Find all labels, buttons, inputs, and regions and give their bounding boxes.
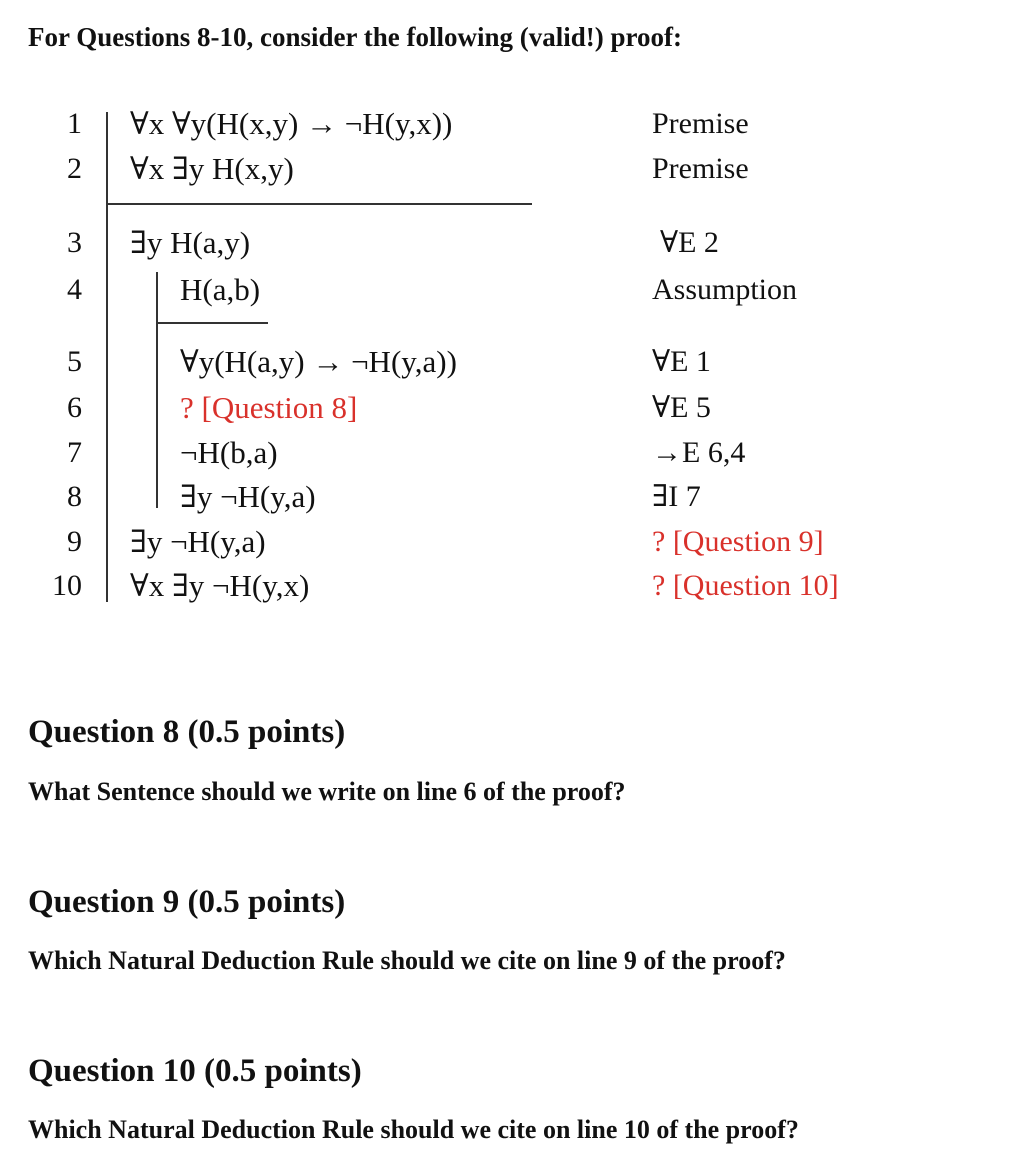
formula: ∀x ∀y(H(x,y) → ¬H(y,x)) [130, 106, 453, 141]
line-number: 2 [67, 152, 82, 185]
formula: ∃y ¬H(y,a) [130, 524, 266, 559]
line-number: 3 [67, 226, 82, 259]
question-10-text: Which Natural Deduction Rule should we cite on line 10 of the proof? [28, 1115, 799, 1144]
main-scope-bar [106, 112, 108, 602]
justification: ∀E 5 [652, 391, 711, 424]
justification: ∃I 7 [652, 480, 701, 513]
premise-separator [106, 203, 532, 205]
line-number: 10 [52, 569, 82, 602]
line-number: 7 [67, 436, 82, 469]
line-number: 5 [67, 345, 82, 378]
line-number: 1 [67, 107, 82, 140]
formula: ¬H(b,a) [180, 435, 278, 470]
justification: ∀E 2 [660, 226, 719, 259]
question-9-placeholder: ? [Question 9] [652, 525, 824, 558]
line-number: 9 [67, 525, 82, 558]
question-9-heading: Question 9 (0.5 points) [28, 884, 346, 920]
line-number: 8 [67, 480, 82, 513]
formula: ∀x ∃y H(x,y) [130, 151, 294, 186]
question-10-placeholder: ? [Question 10] [652, 569, 839, 602]
assumption-separator [156, 322, 268, 324]
formula: ∃y H(a,y) [130, 225, 251, 260]
intro-heading: For Questions 8-10, consider the following (valid!) proof: [28, 22, 682, 52]
subproof-scope-bar [156, 272, 158, 508]
justification: ∀E 1 [652, 345, 711, 378]
question-8-placeholder: ? [Question 8] [180, 390, 358, 425]
formula: H(a,b) [180, 272, 261, 307]
line-number: 4 [67, 273, 82, 306]
justification: Premise [652, 152, 749, 185]
question-10-heading: Question 10 (0.5 points) [28, 1053, 362, 1089]
justification: Premise [652, 107, 749, 140]
question-9-text: Which Natural Deduction Rule should we cite on line 9 of the proof? [28, 946, 786, 975]
formula: ∃y ¬H(y,a) [180, 479, 316, 514]
formula: ∀x ∃y ¬H(y,x) [130, 568, 310, 603]
justification: →E 6,4 [652, 436, 746, 469]
question-8-text: What Sentence should we write on line 6 of the proof? [28, 777, 626, 806]
formula: ∀y(H(a,y) → ¬H(y,a)) [180, 344, 457, 379]
line-number: 6 [67, 391, 82, 424]
justification: Assumption [652, 273, 798, 306]
question-8-heading: Question 8 (0.5 points) [28, 714, 346, 750]
